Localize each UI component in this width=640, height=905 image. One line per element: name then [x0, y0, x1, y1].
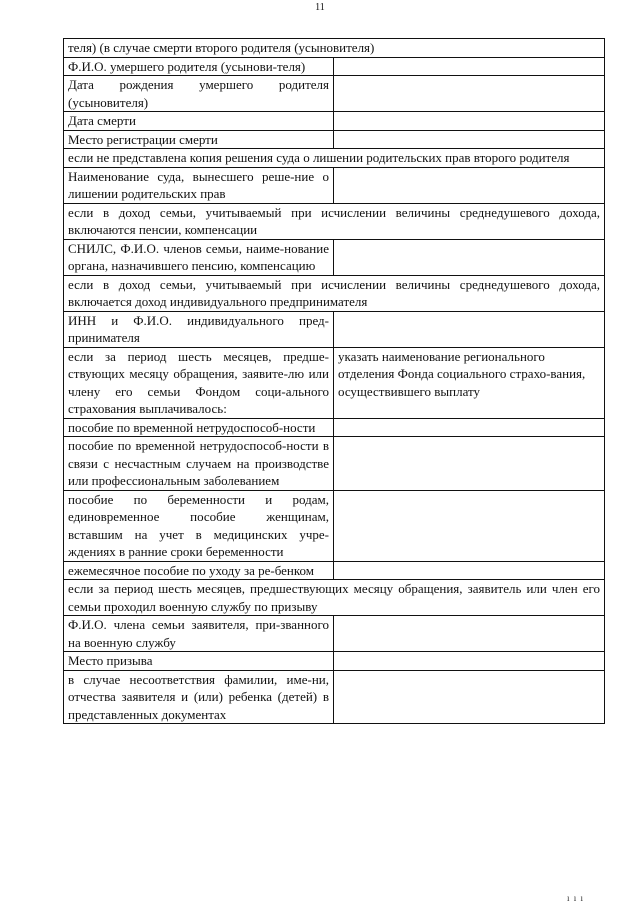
table-row — [64, 312, 604, 348]
table-row — [64, 419, 604, 438]
table-row-heading — [64, 149, 604, 168]
field-instruction-social-insurance-branch: указать наименование регионального отделения Фонда социального страхо-вания, осуществившего выплату — [338, 348, 586, 399]
section-heading-court-decision: если не представлена копия решения суда о лишении родительских прав второго родителя — [68, 150, 570, 165]
section-heading-entrepreneur-income: если в доход семьи, учитываемый при исчислении величины среднедушевого дохода, включается доход индивидуального предпринимателя — [68, 276, 600, 309]
table-row — [64, 168, 604, 204]
field-value-death-registration-place[interactable] — [334, 131, 604, 149]
table-row — [64, 671, 604, 724]
field-label-death-registration-place: Место регистрации смерти — [64, 131, 334, 149]
field-value-maternity-benefit[interactable] — [334, 491, 604, 561]
field-value-occupational-injury-benefit[interactable] — [334, 437, 604, 490]
table-row — [64, 437, 604, 491]
table-row-heading — [64, 276, 604, 312]
field-value-name-mismatch[interactable] — [334, 671, 604, 724]
field-label-conscription-place: Место призыва — [64, 652, 334, 670]
section-heading-pensions: если в доход семьи, учитываемый при исчислении величины среднедушевого дохода, включаются пенсии, компенсации — [68, 204, 600, 237]
field-label-conscript-name: Ф.И.О. члена семьи заявителя, при-званного на военную службу — [64, 616, 334, 651]
section-heading-deceased-parent: теля) (в случае смерти второго родителя (усыновителя) — [68, 40, 375, 55]
field-label-deceased-parent-name: Ф.И.О. умершего родителя (усынови-теля) — [64, 58, 334, 76]
field-value-sick-leave-benefit[interactable] — [334, 419, 604, 437]
field-value-pension-info[interactable] — [334, 240, 604, 275]
field-label-maternity-benefit: пособие по беременности и родам, единовременное пособие женщинам, вставшим на учет в медицинских учре-ждениях в ранние сроки беременности — [64, 491, 334, 561]
field-label-childcare-benefit: ежемесячное пособие по уходу за ре-бенком — [64, 562, 334, 580]
table-row — [64, 348, 604, 419]
field-label-deceased-parent-birthdate: Дата рождения умершего родителя (усыновителя) — [64, 76, 334, 111]
table-row — [64, 58, 604, 77]
field-value-court-name[interactable] — [334, 168, 604, 203]
field-value-conscript-name[interactable] — [334, 616, 604, 651]
table-row — [64, 112, 604, 131]
field-value-childcare-benefit[interactable] — [334, 562, 604, 580]
table-row — [64, 240, 604, 276]
table-row — [64, 491, 604, 562]
table-row — [64, 76, 604, 112]
field-label-entrepreneur-inn: ИНН и Ф.И.О. индивидуального пред-принимателя — [64, 312, 334, 347]
table-row-heading — [64, 39, 604, 58]
field-value-deceased-parent-birthdate[interactable] — [334, 76, 604, 111]
field-label-death-date: Дата смерти — [64, 112, 334, 130]
table-row — [64, 131, 604, 150]
page-number: 11 — [315, 2, 325, 13]
field-label-court-name: Наименование суда, вынесшего реше-ние о лишении родительских прав — [64, 168, 334, 203]
footer-mark: ı ı ı — [566, 893, 584, 903]
field-label-sick-leave-benefit: пособие по временной нетрудоспособ-ности — [64, 419, 334, 437]
table-row — [64, 652, 604, 671]
field-value-conscription-place[interactable] — [334, 652, 604, 670]
table-row-heading — [64, 580, 604, 616]
field-label-social-insurance-payments: если за период шесть месяцев, предше-ствующих месяцу обращения, заявите-лю или члену его семьи Фондом соци-ального страхования выплачивалось: — [64, 348, 334, 418]
field-label-pension-info: СНИЛС, Ф.И.О. членов семьи, наиме-нование органа, назначившего пенсию, компенсацию — [64, 240, 334, 275]
field-label-occupational-injury-benefit: пособие по временной нетрудоспособ-ности в связи с несчастным случаем на производстве или профессиональным заболеванием — [64, 437, 334, 490]
table-row-heading — [64, 204, 604, 240]
table-row — [64, 616, 604, 652]
field-value-deceased-parent-name[interactable] — [334, 58, 604, 76]
table-row — [64, 562, 604, 581]
field-value-entrepreneur-inn[interactable] — [334, 312, 604, 347]
section-heading-military-service: если за период шесть месяцев, предшествующих месяцу обращения, заявитель или член его семьи проходил военную службу по призыву — [68, 581, 600, 614]
field-value-death-date[interactable] — [334, 112, 604, 130]
field-label-name-mismatch: в случае несоответствия фамилии, име-ни, отчества заявителя и (или) ребенка (детей) в представленных документах — [64, 671, 334, 724]
application-form-table — [63, 38, 605, 724]
